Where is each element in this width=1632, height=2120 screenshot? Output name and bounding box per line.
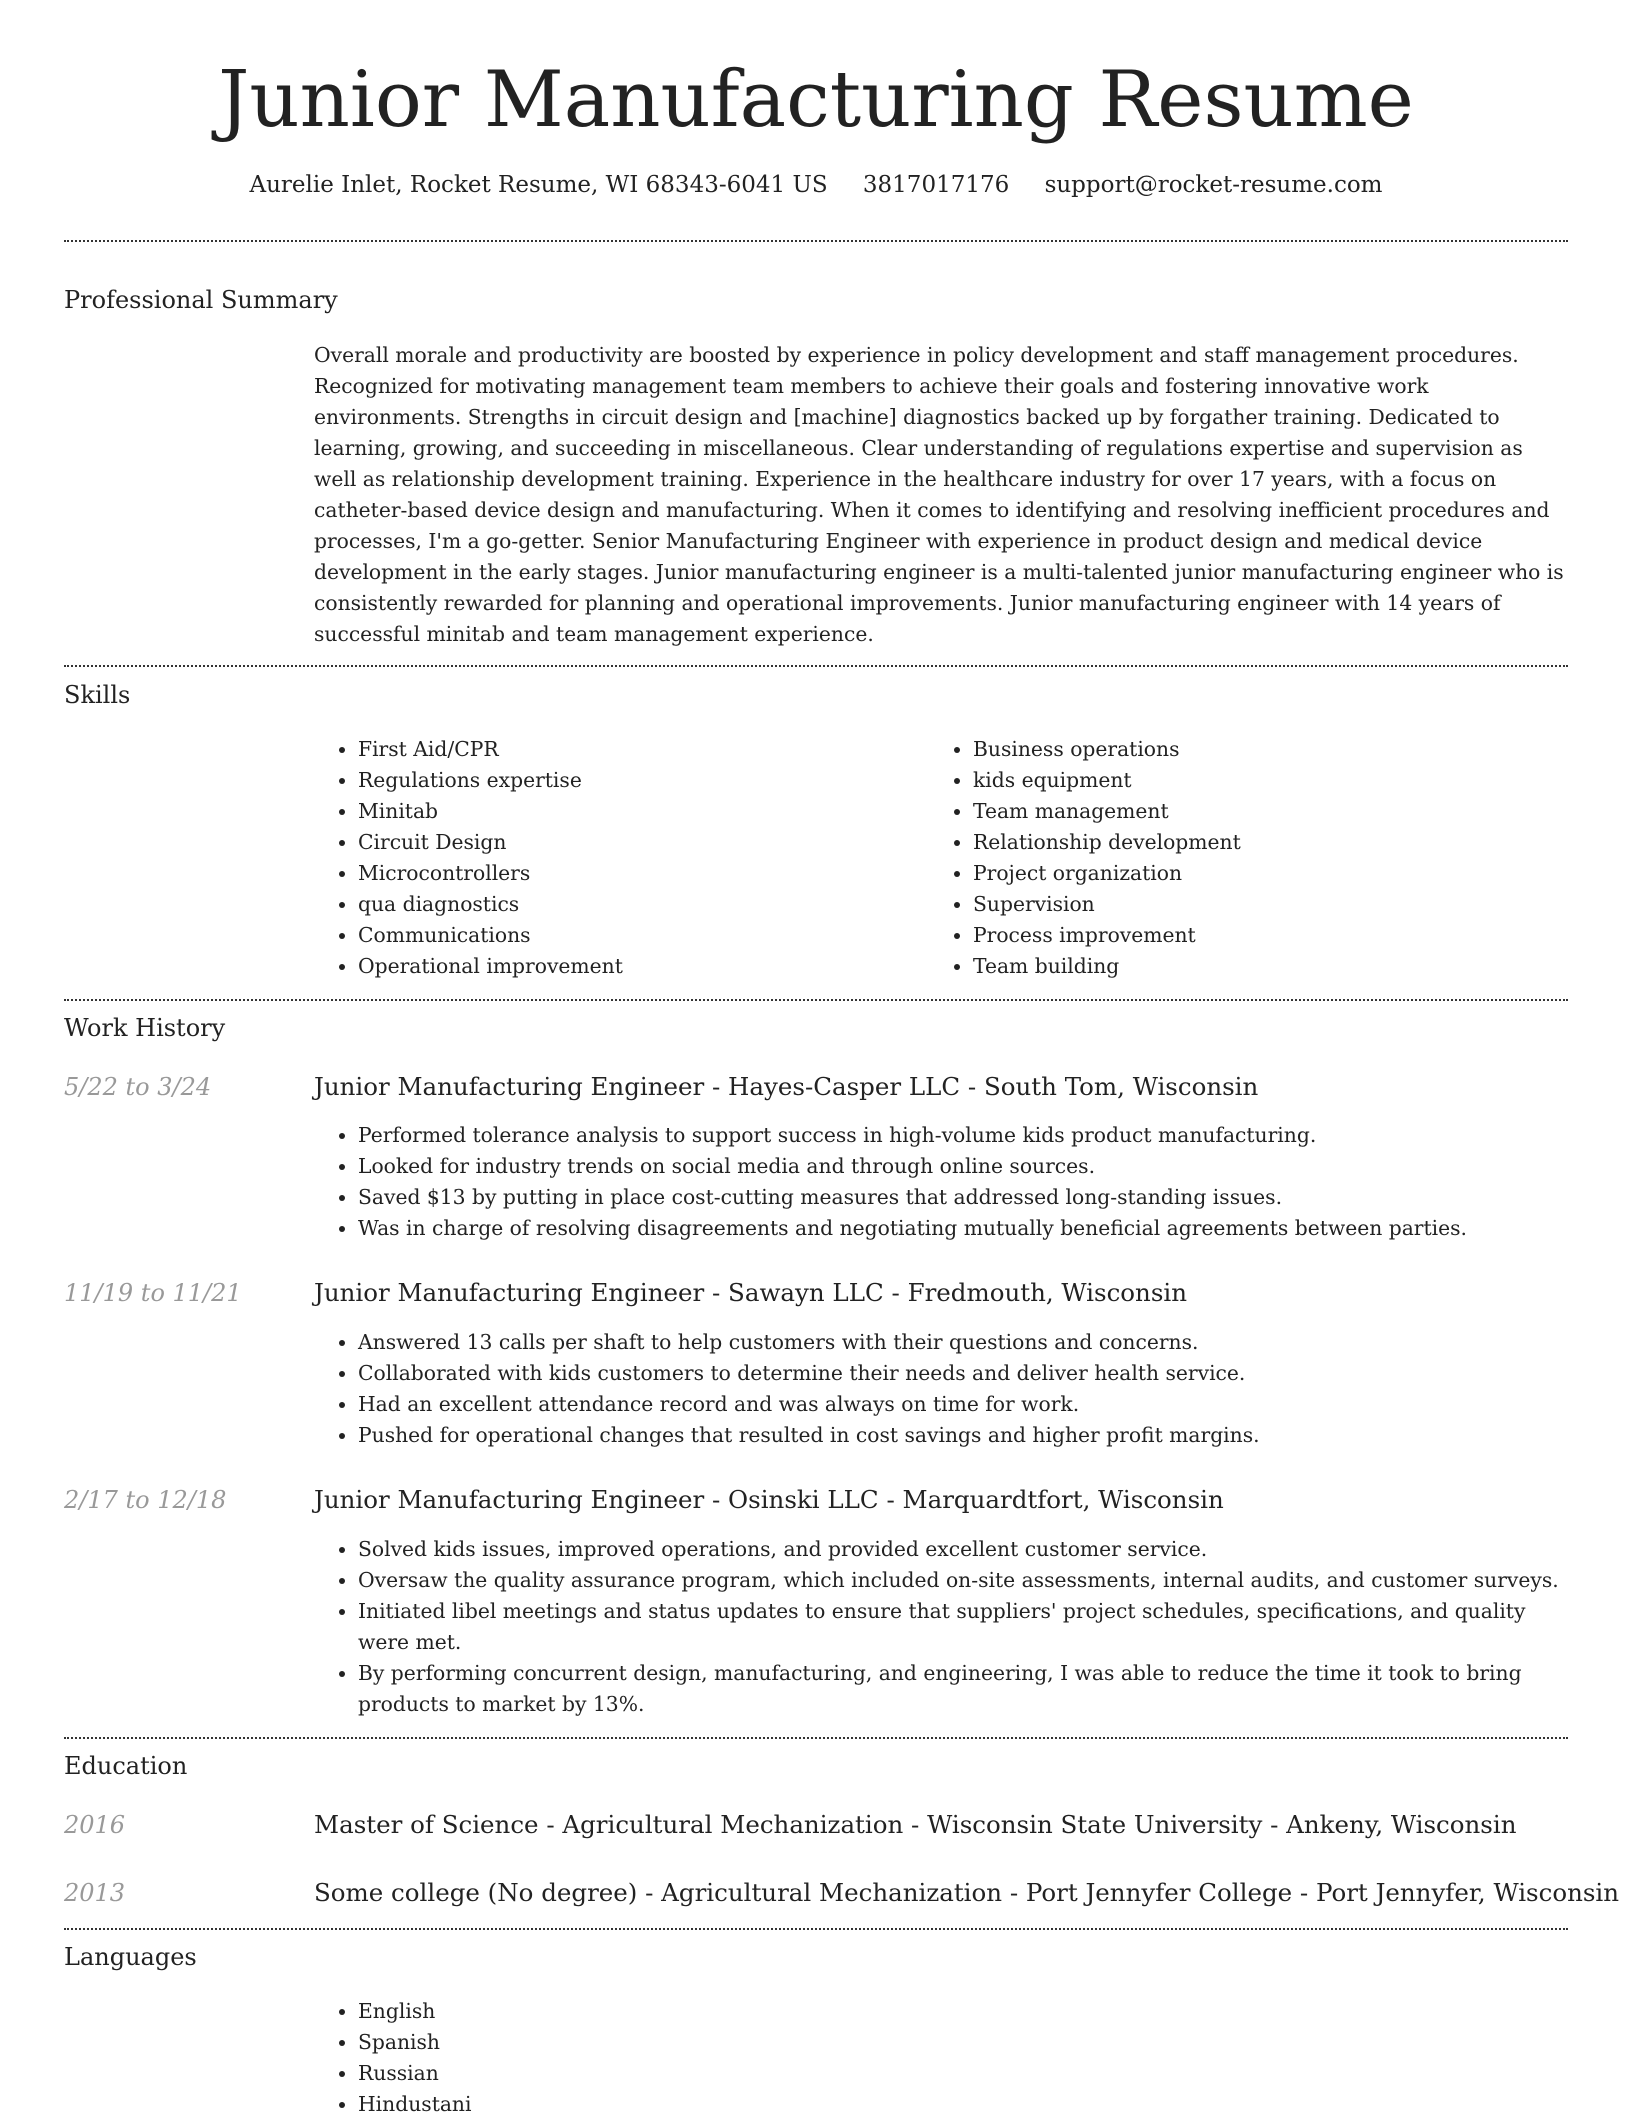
skill-item: • Business operations — [973, 734, 1529, 765]
job-responsibilities — [314, 1120, 1564, 1244]
job-bullet: • Solved kids issues, improved operations, and provided excellent customer service. — [358, 1534, 1564, 1565]
job-dates: 11/19 to 11/21 — [64, 1279, 242, 1307]
education-year: 2013 — [64, 1879, 126, 1907]
job-title: Junior Manufacturing Engineer - Osinski LLC - Marquardtfort, Wisconsin — [314, 1485, 1224, 1514]
skill-item: • Team building — [973, 951, 1529, 982]
skill-item: • Supervision — [973, 889, 1529, 920]
job-bullet: • Was in charge of resolving disagreements and negotiating mutually beneficial agreements between parties. — [358, 1213, 1564, 1244]
job-title: Junior Manufacturing Engineer - Sawayn LLC - Fredmouth, Wisconsin — [314, 1278, 1188, 1307]
education-year: 2016 — [64, 1811, 126, 1839]
section-divider — [64, 1737, 1568, 1739]
job-title: Junior Manufacturing Engineer - Hayes-Casper LLC - South Tom, Wisconsin — [314, 1072, 1259, 1101]
skill-item: • qua diagnostics — [358, 889, 914, 920]
skill-item: • Microcontrollers — [358, 858, 914, 889]
skill-item: • Communications — [358, 920, 914, 951]
skill-item: • First Aid/CPR — [358, 734, 914, 765]
skill-item: • Operational improvement — [358, 951, 914, 982]
contact-email: support@rocket-resume.com — [1044, 172, 1383, 198]
section-divider — [64, 999, 1568, 1001]
section-divider — [64, 665, 1568, 667]
job-bullet: • Looked for industry trends on social media and through online sources. — [358, 1151, 1564, 1182]
job-responsibilities — [314, 1327, 1564, 1451]
job-bullet: • By performing concurrent design, manufacturing, and engineering, I was able to reduce the time it took to bring products to market by 13%. — [358, 1658, 1564, 1720]
job-bullet: • Had an excellent attendance record and was always on time for work. — [358, 1389, 1564, 1420]
education-entry: Some college (No degree) - Agricultural Mechanization - Port Jennyfer College - Port Jennyfer, Wisconsin — [314, 1878, 1620, 1907]
job-bullet: • Saved $13 by putting in place cost-cutting measures that addressed long-standing issues. — [358, 1182, 1564, 1213]
job-dates: 5/22 to 3/24 — [64, 1073, 212, 1101]
contact-address: Aurelie Inlet, Rocket Resume, WI 68343-6041 US — [249, 172, 828, 198]
education-entry: Master of Science - Agricultural Mechanization - Wisconsin State University - Ankeny, Wisconsin — [314, 1810, 1517, 1839]
resume-title: Junior Manufacturing Resume — [218, 55, 1414, 145]
languages-heading: Languages — [64, 1943, 197, 1971]
education-heading: Education — [64, 1752, 188, 1780]
language-item: • Russian — [358, 2058, 1564, 2089]
job-bullet: • Initiated libel meetings and status updates to ensure that suppliers' project schedules, specifications, and quality were met. — [358, 1596, 1564, 1658]
job-bullet: • Performed tolerance analysis to support success in high-volume kids product manufacturing. — [358, 1120, 1564, 1151]
skills-left-column — [314, 734, 914, 982]
summary-text: Overall morale and productivity are boosted by experience in policy development and staff management procedures. Recognized for motivating management team members to achieve their goals and fostering innovative work environments. Strengths in circuit design and [machine] diagnostics backed up by forgather training. Dedicated to learning, growing, and succeeding in miscellaneous. Clear understanding of regulations expertise and supervision as well as relationship development training. Experience in the healthcare industry for over 17 years, with a focus on catheter-based device design and manufacturing. When it comes to identifying and resolving inefficient procedures and processes, I'm a go-getter. Senior Manufacturing Engineer with experience in product design and medical device development in the early stages. Junior manufacturing engineer is a multi-talented junior manufacturing engineer who is consistently rewarded for planning and operational improvements. Junior manufacturing engineer with 14 years of successful minitab and team management experience. — [314, 343, 1564, 646]
job-responsibilities — [314, 1534, 1564, 1720]
contact-phone: 3817017176 — [862, 172, 1010, 198]
section-divider — [64, 240, 1568, 242]
skill-item: • Minitab — [358, 796, 914, 827]
contact-line — [0, 170, 1632, 200]
language-item: • Spanish — [358, 2027, 1564, 2058]
skills-heading: Skills — [64, 681, 131, 709]
skills-right-column — [929, 734, 1529, 982]
language-item: • English — [358, 1996, 1564, 2027]
work-history-heading: Work History — [64, 1014, 226, 1042]
languages-list — [314, 1996, 1564, 2120]
job-bullet: • Collaborated with kids customers to determine their needs and deliver health service. — [358, 1358, 1564, 1389]
job-dates: 2/17 to 12/18 — [64, 1486, 227, 1514]
job-bullet: • Oversaw the quality assurance program, which included on-site assessments, internal audits, and customer surveys. — [358, 1565, 1564, 1596]
skill-item: • Process improvement — [973, 920, 1529, 951]
skill-item: • Relationship development — [973, 827, 1529, 858]
skill-item: • Regulations expertise — [358, 765, 914, 796]
summary-heading: Professional Summary — [64, 286, 338, 314]
job-bullet: • Answered 13 calls per shaft to help customers with their questions and concerns. — [358, 1327, 1564, 1358]
skill-item: • Project organization — [973, 858, 1529, 889]
language-item: • Hindustani — [358, 2089, 1564, 2120]
section-divider — [64, 1928, 1568, 1930]
skill-item: • Circuit Design — [358, 827, 914, 858]
skill-item: • kids equipment — [973, 765, 1529, 796]
skill-item: • Team management — [973, 796, 1529, 827]
job-bullet: • Pushed for operational changes that resulted in cost savings and higher profit margins. — [358, 1420, 1564, 1451]
